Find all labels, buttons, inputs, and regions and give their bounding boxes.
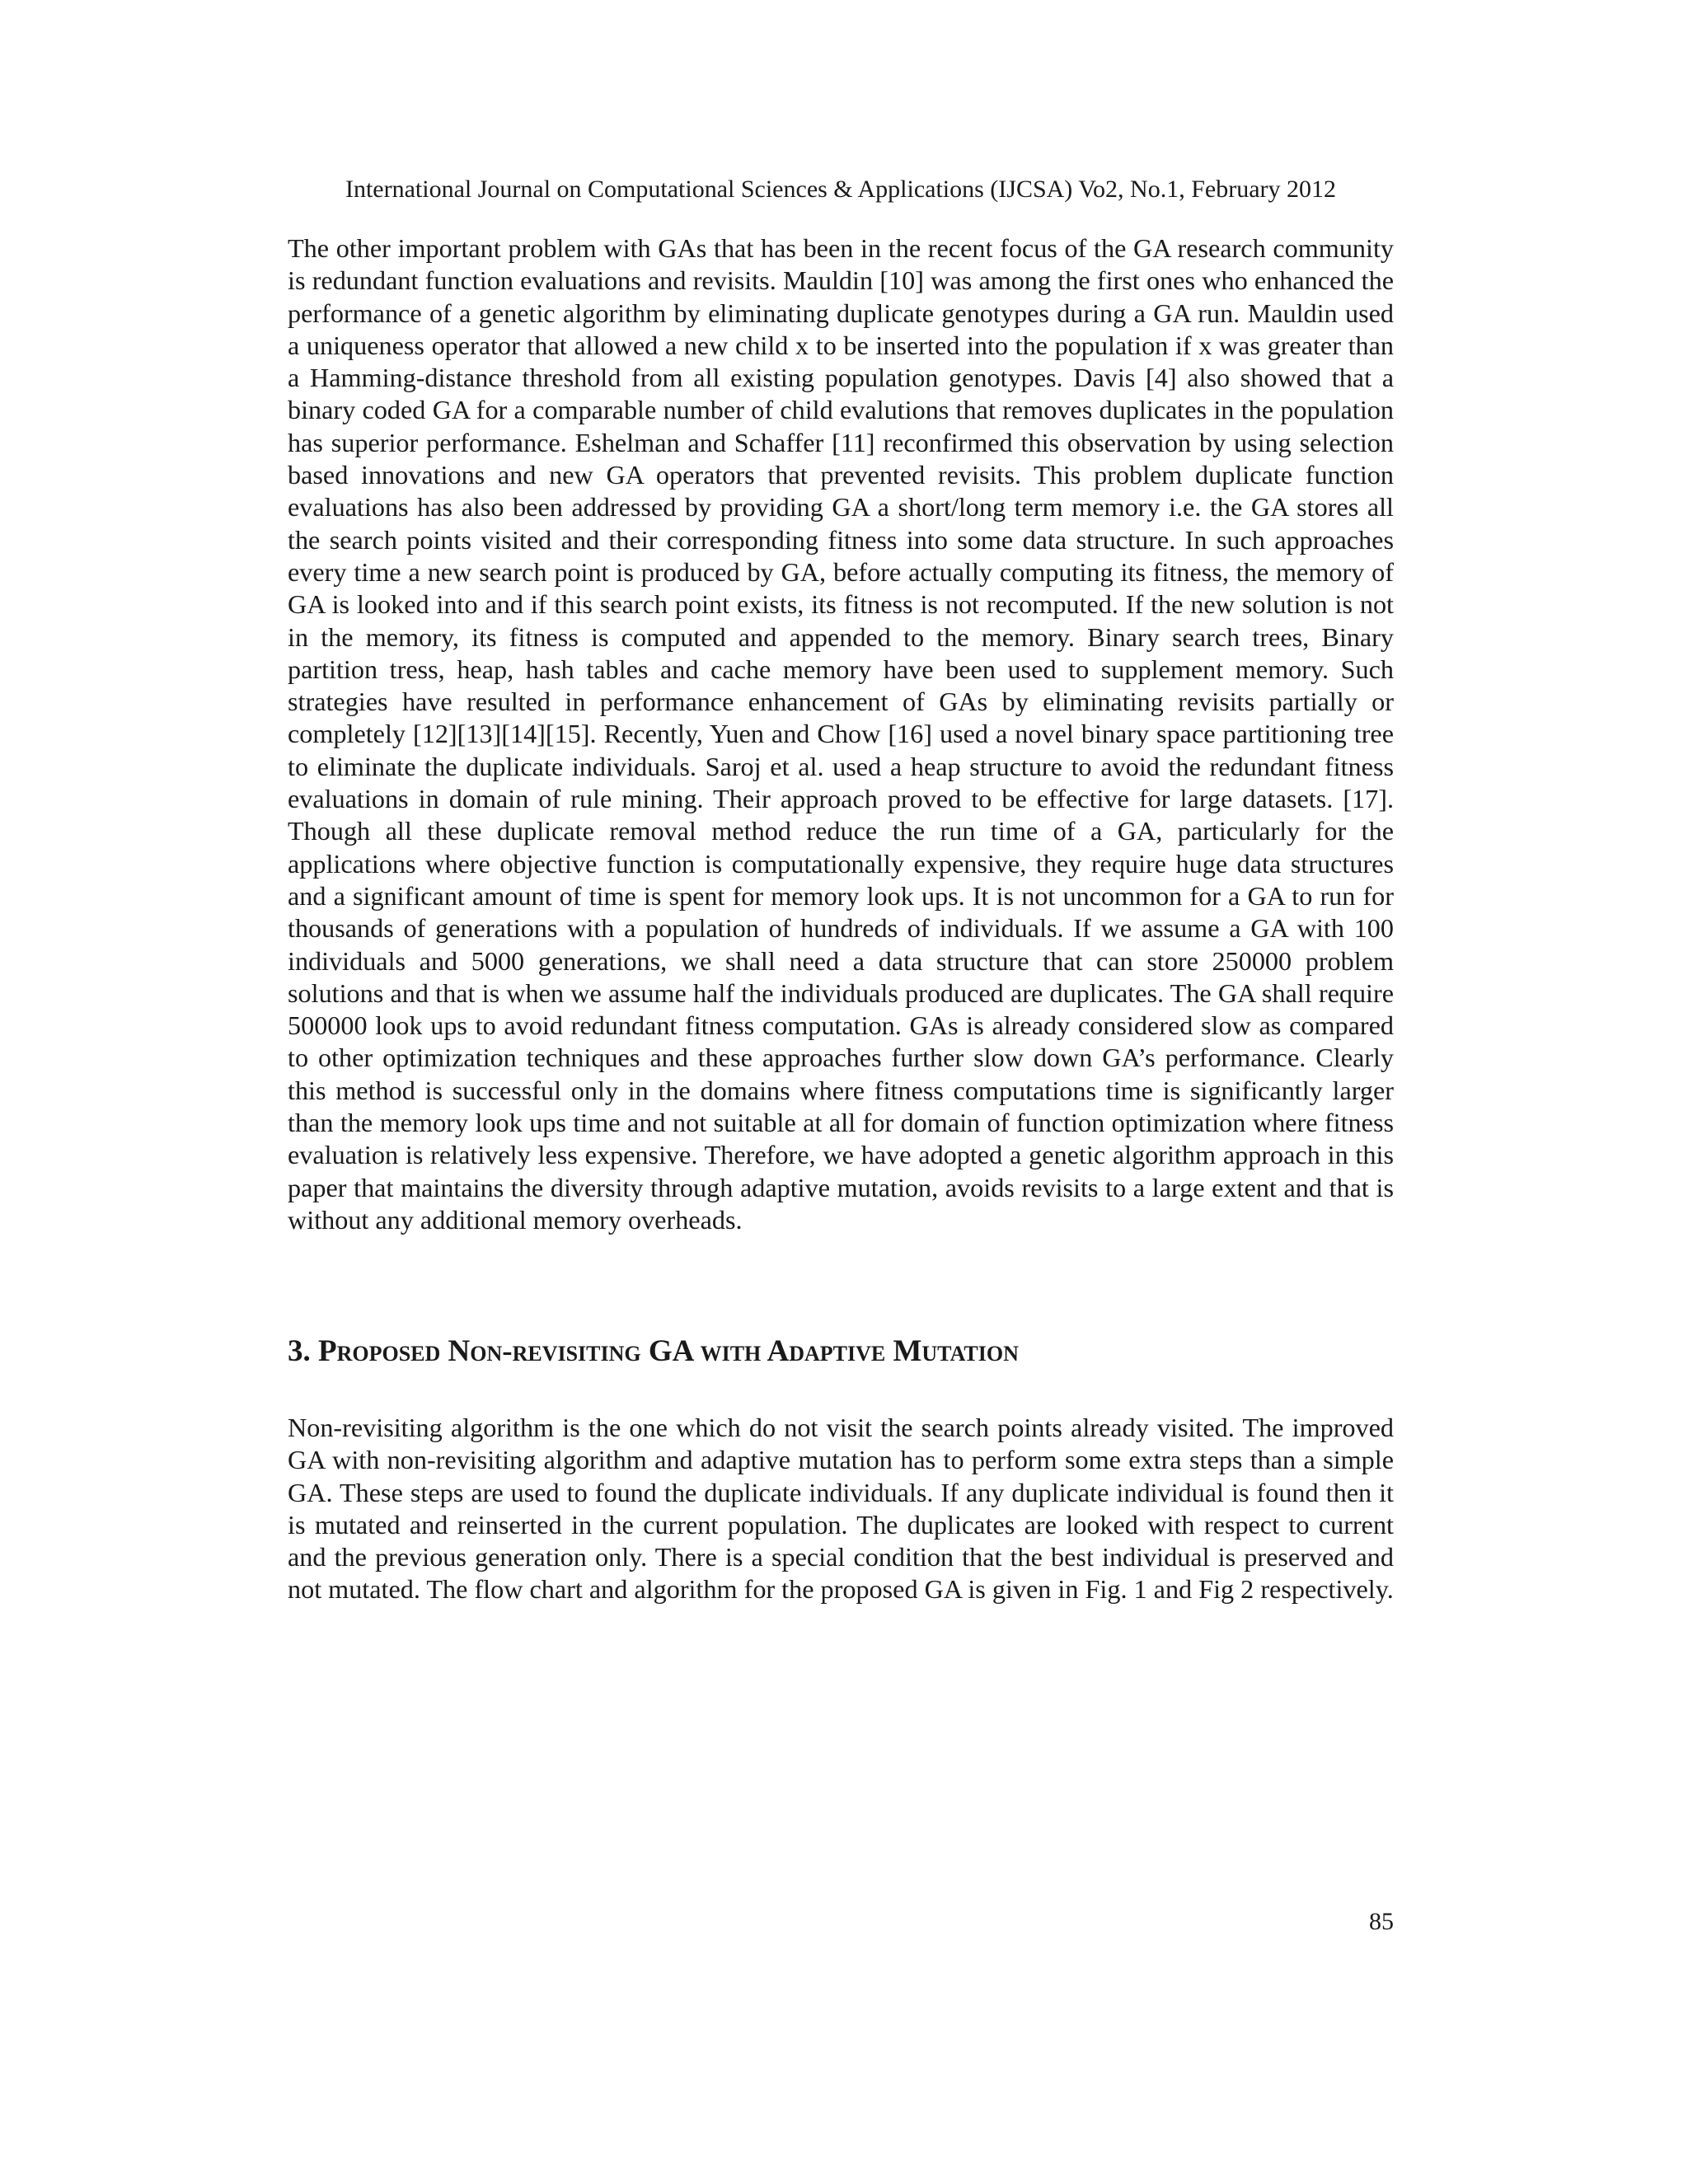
page-number: 85 (1369, 1908, 1394, 1935)
section-heading: 3. Proposed Non-revisiting GA with Adaptive Mutation (288, 1334, 1019, 1368)
running-header: International Journal on Computational Sciences & Applications (IJCSA) Vo2, No.1, February 2012 (345, 176, 1337, 203)
body-paragraph-1: The other important problem with GAs that has been in the recent focus of the GA research community is redundant function evaluations and revisits. Mauldin [10] was among the first ones who enhanced the performance of a genetic algorithm by eliminating duplicate genotypes during a GA run. Mauldin used a uniqueness operator that allowed a new child x to be inserted into the population if x was greater than a Hamming-distance threshold from all existing population genotypes. Davis [4] also showed that a binary coded GA for a comparable number of child evalutions that removes duplicates in the population has superior performance. Eshelman and Schaffer [11] reconfirmed this observation by using selection based innovations and new GA operators that prevented revisits. This problem duplicate function evaluations has also been addressed by providing GA a short/long term memory i.e. the GA stores all the search points visited and their corresponding fitness into some data structure. In such approaches every time a new search point is produced by GA, before actually computing its fitness, the memory of GA is looked into and if this search point exists, its fitness is not recomputed. If the new solution is not in the memory, its fitness is computed and appended to the memory. Binary search trees, Binary partition tress, heap, hash tables and cache memory have been used to supplement memory. Such strategies have resulted in performance enhancement of GAs by eliminating revisits partially or completely [12][13][14][15]. Recently, Yuen and Chow [16] used a novel binary space partitioning tree to eliminate the duplicate individuals. Saroj et al. used a heap structure to avoid the redundant fitness evaluations in domain of rule mining. Their approach proved to be effective for large datasets. [17]. Though all these duplicate removal method reduce the run time of a GA, particularly for the applications where objective function is computationally expensive, they require huge data structures and a significant amount of time is spent for memory look ups. It is not uncommon for a GA to run for thousands of generations with a population of hundreds of individuals. If we assume a GA with 100 individuals and 5000 generations, we shall need a data structure that can store 250000 problem solutions and that is when we assume half the individuals produced are duplicates. The GA shall require 500000 look ups to avoid redundant fitness computation. GAs is already considered slow as compared to other optimization techniques and these approaches further slow down GA’s performance. Clearly this method is successful only in the domains where fitness computations time is significantly larger than the memory look ups time and not suitable at all for domain of function optimization where fitness evaluation is relatively less expensive. Therefore, we have adopted a genetic algorithm approach in this paper that maintains the diversity through adaptive mutation, avoids revisits to a large extent and that is without any additional memory overheads. (288, 233, 1394, 1235)
body-paragraph-2: Non-revisiting algorithm is the one which do not visit the search points already visited. The improved GA with non-revisiting algorithm and adaptive mutation has to perform some extra steps than a simple GA. These steps are used to found the duplicate individuals. If any duplicate individual is found then it is mutated and reinserted in the current population. The duplicates are looked with respect to current and the previous generation only. There is a special condition that the best individual is preserved and not mutated. The flow chart and algorithm for the proposed GA is given in Fig. 1 and Fig 2 respectively. (288, 1413, 1394, 1605)
